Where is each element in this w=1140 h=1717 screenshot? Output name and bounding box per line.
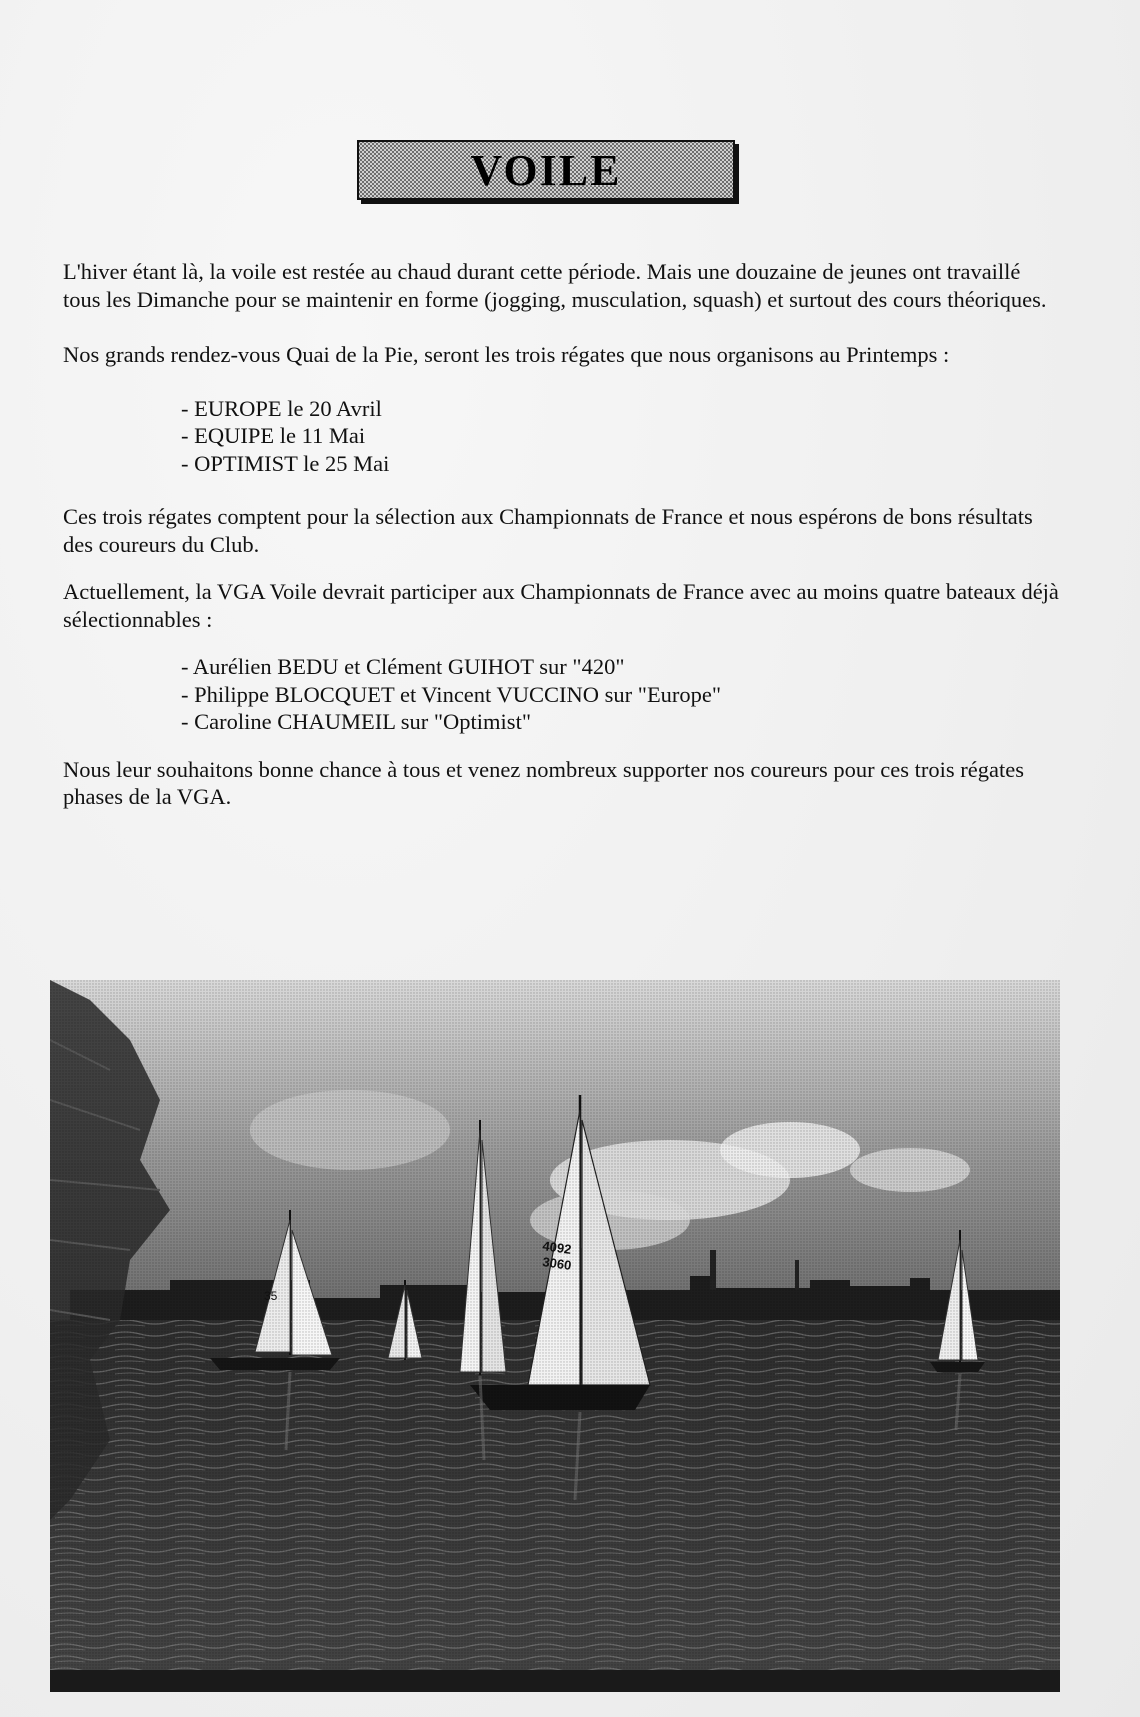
paragraph-intro: L'hiver étant là, la voile est restée au chaud durant cette période. Mais une douzaine de jeunes ont travaillé tous les Dimanche pour se maintenir en forme (jogging, musculation, squash) et surtout des cours théoriques. bbox=[63, 259, 1047, 312]
regatta-item: - EUROPE le 20 Avril bbox=[181, 395, 382, 421]
regatta-item: - EQUIPE le 11 Mai bbox=[181, 423, 366, 448]
article-body bbox=[63, 258, 1063, 811]
crew-item: - Philippe BLOCQUET et Vincent VUCCINO sur "Europe" bbox=[181, 681, 722, 707]
crew-item: - Caroline CHAUMEIL sur "Optimist" bbox=[181, 709, 532, 734]
regatta-list bbox=[63, 395, 1063, 478]
crew-list bbox=[63, 653, 1063, 736]
paragraph-closing: Nous leur souhaitons bonne chance à tous et venez nombreux supporter nos coureurs pour ces trois régates phases de la VGA. bbox=[63, 756, 1024, 809]
paragraph-championship: Actuellement, la VGA Voile devrait participer aux Championnats de France avec au moins quatre bateaux déjà sélectionnables : bbox=[63, 579, 1059, 632]
paragraph-selection: Ces trois régates comptent pour la sélection aux Championnats de France et nous espérons de bons résultats des coureurs du Club. bbox=[63, 504, 1033, 557]
section-title: VOILE bbox=[470, 145, 622, 195]
sailboats-photo bbox=[50, 980, 1060, 1692]
regatta-item: - OPTIMIST le 25 Mai bbox=[181, 450, 390, 476]
crew-item: - Aurélien BEDU et Clément GUIHOT sur "420" bbox=[181, 654, 625, 679]
paragraph-rendezvous: Nos grands rendez-vous Quai de la Pie, seront les trois régates que nous organisons au Printemps : bbox=[63, 342, 950, 367]
section-title-box bbox=[357, 140, 735, 200]
